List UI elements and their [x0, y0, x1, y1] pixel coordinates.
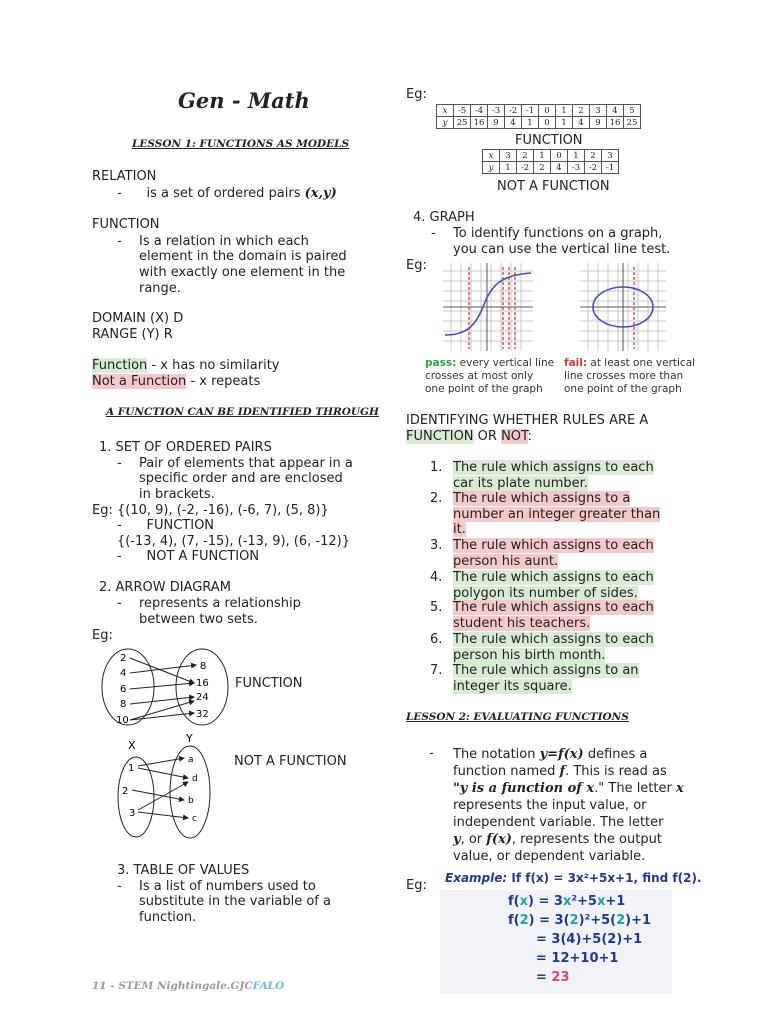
table-cell: 0 [551, 150, 568, 162]
right-set-element: 24 [196, 692, 209, 703]
table-x-label: x [437, 105, 454, 117]
vertical-line-test-pass-graph [443, 263, 533, 351]
table-cell: 2 [517, 150, 534, 162]
y-set-element: d [192, 774, 198, 784]
page-title: Gen - Math [178, 88, 310, 113]
example-question: Example: If f(x) = 3x²+5x+1, find f(2). [445, 871, 702, 885]
example-step: = 12+10+1 [536, 951, 619, 966]
vertical-test-lines [469, 267, 515, 349]
rule-text: student his teachers. [453, 615, 591, 631]
arrow-eg: Eg: [92, 628, 113, 643]
arrow-heading: 2. ARROW DIAGRAM [99, 580, 231, 595]
vertical-line-test-fail-graph [580, 263, 666, 351]
sop-example-2: {(-13, 4), (7, -15), (-13, 9), (6, -12)} [117, 534, 350, 549]
example-step: f(x) = 3x²+5x+1 [508, 894, 626, 909]
function-def-line: Is a relation in which each [139, 234, 309, 249]
table-cell: 9 [590, 117, 607, 129]
table-caption-function: FUNCTION [515, 133, 583, 148]
function-note: Function - x has no similarity [92, 358, 280, 373]
rule-text: person his birth month. [453, 647, 606, 663]
rule-text: number an integer greater than [453, 506, 661, 522]
table-cell: -2 [585, 162, 602, 174]
table-cell: -4 [471, 105, 488, 117]
table-cell: 0 [539, 117, 556, 129]
table-cell: 16 [607, 117, 624, 129]
rule-number: 4. [430, 570, 443, 585]
rule-number: 6. [430, 632, 443, 647]
table-cell: 4 [573, 117, 590, 129]
table-cell: 9 [488, 117, 505, 129]
function-curve [445, 273, 531, 335]
table-cell: 1 [556, 105, 573, 117]
table-cell: 2 [534, 162, 551, 174]
sop-line: in brackets. [139, 487, 215, 502]
function-bullet-dash: - [117, 234, 122, 249]
sop-example-1: Eg: {(10, 9), (-2, -16), (-6, 7), (5, 8)} [92, 503, 329, 518]
relation-bullet: - is a set of ordered pairs (x,y) [117, 186, 337, 201]
table-cell: 1 [568, 150, 585, 162]
rule-text: The rule which assigns to an [453, 663, 639, 678]
not-function-note: Not a Function - x repeats [92, 374, 261, 389]
rule-text: The rule which assigns to each [453, 570, 654, 585]
rule-text: The rule which assigns to a [453, 491, 631, 506]
table-eg: Eg: [406, 87, 427, 102]
domain-line: DOMAIN (X) D [92, 311, 184, 326]
table-cell: 4 [551, 162, 568, 174]
arrow-diagram-not-function [112, 732, 222, 840]
table-cell: 2 [585, 150, 602, 162]
left-set-element: 2 [120, 653, 127, 664]
sop-label-function: - FUNCTION [117, 518, 215, 533]
example-work [440, 890, 672, 994]
table-cell: 3 [590, 105, 607, 117]
table-cell: -2 [517, 162, 534, 174]
table-y-label: y [483, 162, 500, 174]
function-heading: FUNCTION [92, 217, 160, 232]
rule-number: 5. [430, 600, 443, 615]
x-set-oval [118, 757, 154, 837]
sop-heading: 1. SET OF ORDERED PAIRS [99, 440, 272, 455]
table-y-label: y [437, 117, 454, 129]
identifying-line-2: FUNCTION OR NOT: [406, 429, 532, 444]
left-set-element: 6 [120, 684, 127, 695]
fail-caption: fail: at least one vertical line crosses more than one point of the graph [564, 357, 696, 395]
x-set-label: X [128, 739, 136, 752]
table-cell: 5 [624, 105, 641, 117]
table-cell: -2 [505, 105, 522, 117]
lesson-2-heading: LESSON 2: EVALUATING FUNCTIONS [406, 711, 629, 723]
tov-line: substitute in the variable of a [139, 894, 331, 909]
rule-number: 3. [430, 538, 443, 553]
y-set-element: a [188, 755, 194, 765]
tov-line: Is a list of numbers used to [139, 879, 316, 894]
table-cell: 25 [454, 117, 471, 129]
range-line: RANGE (Y) R [92, 327, 173, 342]
right-set-element: 8 [200, 661, 207, 672]
table-cell: 16 [471, 117, 488, 129]
example-result: = 23 [536, 970, 570, 985]
x-set-element: 1 [128, 763, 135, 774]
values-table-not-function [482, 149, 619, 174]
rule-number: 1. [430, 460, 443, 475]
example-step: = 3(4)+5(2)+1 [536, 932, 643, 947]
arrow-diagram-function [100, 646, 230, 728]
table-cell: -3 [488, 105, 505, 117]
pass-caption: pass: every vertical line crosses at most only one point of the graph [425, 357, 555, 395]
values-table-function [436, 104, 641, 129]
arrow-dash: - [117, 596, 122, 611]
left-set-element: 4 [120, 668, 127, 679]
table-cell: -1 [602, 162, 619, 174]
rule-text: it. [453, 522, 466, 537]
sop-line: specific order and are enclosed [139, 471, 343, 486]
relation-heading: RELATION [92, 169, 157, 184]
rule-text: polygon its number of sides. [453, 585, 638, 601]
lesson-1-heading: LESSON 1: FUNCTIONS AS MODELS [132, 138, 350, 150]
rule-text: car its plate number. [453, 475, 588, 491]
notation-dash: - [429, 746, 434, 761]
rule-text: The rule which assigns to each [453, 460, 654, 475]
rule-text: The rule which assigns to each [453, 538, 654, 553]
identified-through-heading: A FUNCTION CAN BE IDENTIFIED THROUGH [106, 406, 379, 418]
rule-number: 2. [430, 491, 443, 506]
y-set-element: c [192, 814, 197, 824]
function-def-line: range. [139, 281, 181, 296]
table-cell: 4 [607, 105, 624, 117]
rule-text: integer its square. [453, 678, 572, 694]
example-eg: Eg: [406, 878, 427, 893]
y-set-label: Y [186, 732, 193, 745]
graph-line: you can use the vertical line test. [453, 242, 671, 257]
table-cell: 4 [505, 117, 522, 129]
graph-line: To identify functions on a graph, [453, 226, 663, 241]
rule-text: The rule which assigns to each [453, 632, 654, 647]
example-step: f(2) = 3(2)²+5(2)+1 [508, 913, 652, 928]
rule-text: The rule which assigns to each [453, 600, 654, 615]
sop-label-not-function: - NOT A FUNCTION [117, 549, 260, 564]
table-x-label: x [483, 150, 500, 162]
tov-heading: 3. TABLE OF VALUES [117, 863, 250, 878]
arrow-line: between two sets. [139, 612, 258, 627]
table-caption-not-function: NOT A FUNCTION [497, 179, 610, 194]
table-cell: 1 [522, 117, 539, 129]
graph-heading: 4. GRAPH [413, 210, 475, 225]
left-set-element: 8 [120, 699, 127, 710]
sop-dash: - [117, 456, 122, 471]
table-cell: 3 [500, 150, 517, 162]
sop-line: Pair of elements that appear in a [139, 456, 353, 471]
arrow-label-not-function: NOT A FUNCTION [234, 754, 347, 769]
rule-text: person his aunt. [453, 553, 559, 569]
arrow-label-function: FUNCTION [235, 676, 303, 691]
function-def-line: with exactly one element in the [139, 265, 346, 280]
table-cell: 0 [539, 105, 556, 117]
graph-dash: - [431, 226, 436, 241]
footer: 11 - STEM Nightingale.GJCFALO [92, 980, 285, 992]
table-cell: 3 [602, 150, 619, 162]
function-def-line: element in the domain is paired [139, 249, 347, 264]
graph-eg: Eg: [406, 258, 427, 273]
table-cell: -5 [454, 105, 471, 117]
right-set-element: 32 [196, 709, 209, 720]
right-set-element: 16 [196, 678, 209, 689]
x-set-element: 2 [122, 786, 129, 797]
table-cell: -3 [568, 162, 585, 174]
x-set-element: 3 [129, 808, 136, 819]
table-cell: 1 [534, 150, 551, 162]
y-set-element: b [188, 796, 194, 806]
tov-dash: - [117, 879, 122, 894]
table-cell: -1 [522, 105, 539, 117]
rule-number: 7. [430, 663, 443, 678]
identifying-line-1: IDENTIFYING WHETHER RULES ARE A [406, 413, 649, 428]
left-set-element: 10 [116, 715, 129, 726]
tov-line: function. [139, 910, 197, 925]
arrow-line: represents a relationship [139, 596, 301, 611]
table-cell: 25 [624, 117, 641, 129]
notation-paragraph: The notation y=f(x) defines a function named f. This is read as "y is a function of x." The letter x represents the input value, or independent variable. The letter y, or f(x), represents the output value, or dependent variable. [453, 747, 684, 864]
table-cell: 1 [500, 162, 517, 174]
table-cell: 2 [573, 105, 590, 117]
table-cell: 1 [556, 117, 573, 129]
